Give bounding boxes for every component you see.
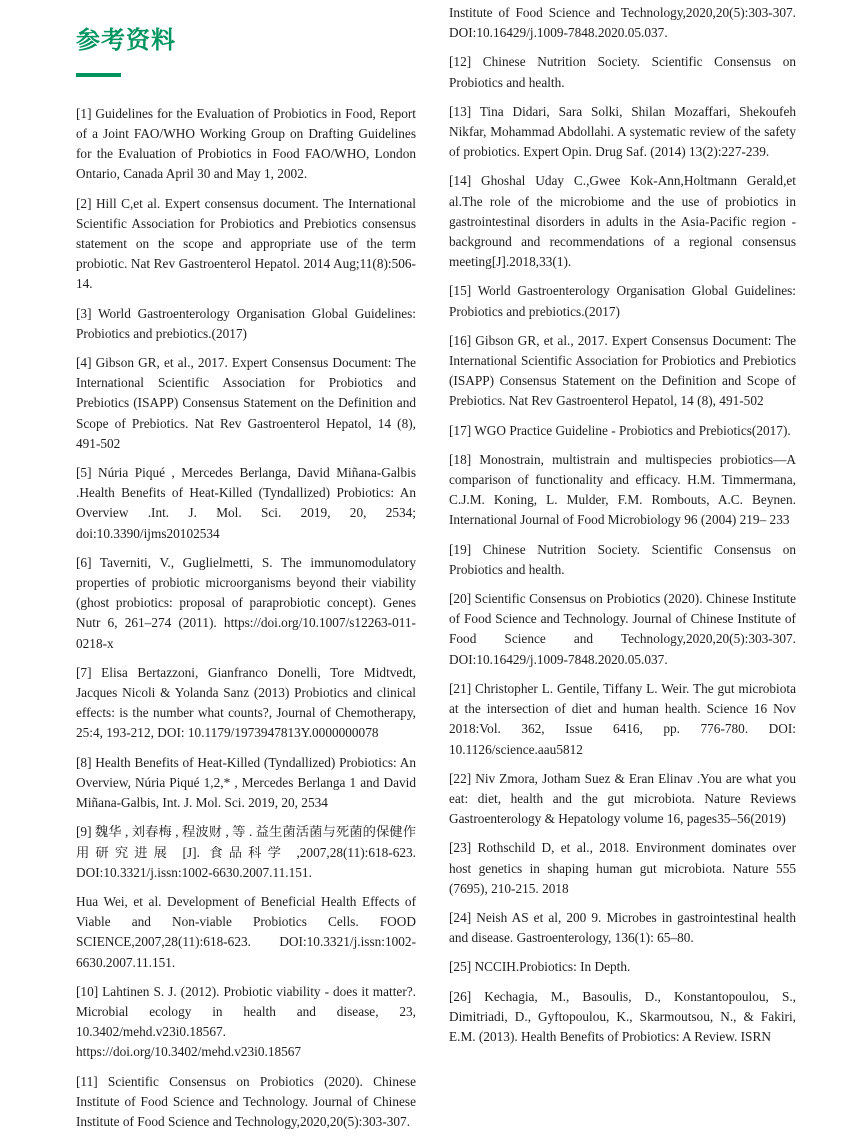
reference-11-start: [11] Scientific Consensus on Probiotics (2020). Chinese Institute of Food Science and Technology. Journal of Chinese Institute of Food Science and Technology,2020,20(5):303-307. xyxy=(76,1073,416,1129)
reference-21: [21] Christopher L. Gentile, Tiffany L. Weir. The gut microbiota at the intersection of diet and human health. Science 16 Nov 2018:Vol. 362, Issue 6416, pp. 776-780. DOI: 10.1126/science.aau5812 xyxy=(449,680,796,757)
reference-3: [3] World Gastroenterology Organisation Global Guidelines: Probiotics and prebiotics.(2017) xyxy=(76,305,416,341)
title-underline xyxy=(76,73,121,77)
reference-26: [26] Kechagia, M., Basoulis, D., Konstantopoulou, S., Dimitriadi, D., Gyftopoulou, K., Skarmoutsou, N., & Fakiri, E.M. (2013). Health Benefits of Probiotics: A Review. ISRN xyxy=(449,988,796,1044)
reference-4: [4] Gibson GR, et al., 2017. Expert Consensus Document: The International Scientific Association for Probiotics and Prebiotics (ISAPP) Consensus Statement on the Definition and Scope of Prebiotics. Nat Rev Gastroenterol Hepatol, 14 (8), 491-502 xyxy=(76,355,416,451)
reference-13: [13] Tina Didari, Sara Solki, Shilan Mozaffari, Shekoufeh Nikfar, Mohammad Abdollahi. A systematic review of the safety of probiotics. Expert Opin. Drug Saf. (2014) 13(2):227-239. xyxy=(449,103,796,160)
reference-15: [15] World Gastroenterology Organisation Global Guidelines: Probiotics and prebiotics.(2017) xyxy=(449,283,796,319)
reference-25: [25] NCCIH.Probiotics: In Depth. xyxy=(449,959,631,975)
reference-14: [14] Ghoshal Uday C.,Gwee Kok-Ann,Holtmann Gerald,et al.The role of the microbiome and the use of probiotics in gastrointestinal disorders in adults in the Asia-Pacific region - background and recommendations of a regional consensus meeting[J].2018,33(1). xyxy=(449,173,796,270)
reference-10: [10] Lahtinen S. J. (2012). Probiotic viability - does it matter?. Microbial ecology in health and disease, 23, 10.3402/mehd.v23i0.18567. https://doi.org/10.3402/mehd.v23i0.18567 xyxy=(76,983,416,1060)
reference-11-continued: Institute of Food Science and Technology,2020,20(5):303-307. DOI:10.16429/j.1009-7848.2020.05.037. xyxy=(449,5,796,41)
reference-20: [20] Scientific Consensus on Probiotics (2020). Chinese Institute of Food Science and Technology. Journal of Chinese Institute of Food Science and Technology,2020,20(5):303-307. DOI:10.16429/j.1009-7848.2020.05.037. xyxy=(449,591,796,667)
reference-1: [1] Guidelines for the Evaluation of Probiotics in Food, Report of a Joint FAO/WHO Working Group on Drafting Guidelines for the Evaluation of Probiotics in Food FAO/WHO, London Ontario, Canada April 30 and May 1, 2002. xyxy=(76,105,416,182)
reference-12: [12] Chinese Nutrition Society. Scientific Consensus on Probiotics and health. xyxy=(449,54,796,90)
section-header xyxy=(76,26,416,77)
reference-19: [19] Chinese Nutrition Society. Scientific Consensus on Probiotics and health. xyxy=(449,541,796,577)
right-column xyxy=(449,0,796,1141)
reference-6: [6] Taverniti, V., Guglielmetti, S. The immunomodulatory properties of probiotic microorganisms beyond their viability (ghost probiotics: proposal of paraprobiotic concept). Genes Nutr 6, 261–274 (2011). https://doi.org/10.1007/s12263-011-0218-x xyxy=(76,554,416,651)
reference-9: [9] 魏华 , 刘春梅 , 程波财 , 等 . 益生菌活菌与死菌的保健作用研究进展 [J]. 食品科学 ,2007,28(11):618-623. DOI:10.3321/j.issn:1002-6630.2007.11.151. xyxy=(76,824,416,880)
left-column xyxy=(76,0,416,1141)
reference-18: [18] Monostrain, multistrain and multispecies probiotics—A comparison of functionality and efficacy. H.M. Timmermana, C.J.M. Koning, L. Mulder, F.M. Rombouts, A.C. Beynen. International Journal of Food Microbiology 96 (2004) 219– 233 xyxy=(449,451,796,528)
reference-23: [23] Rothschild D, et al., 2018. Environment dominates over host genetics in shaping human gut microbiota. Nature 555 (7695), 210-215. 2018 xyxy=(449,840,796,896)
reference-8: [8] Health Benefits of Heat-Killed (Tyndallized) Probiotics: An Overview, Núria Piqué 1,2,* , Mercedes Berlanga 1 and David Miñana-Galbis, Int. J. Mol. Sci. 2019, 20, 2534 xyxy=(76,754,416,811)
reference-9-translation: Hua Wei, et al. Development of Beneficial Health Effects of Viable and Non-viable Probiotics Cells. FOOD SCIENCE,2007,28(11):618-623. DOI:10.3321/j.issn:1002-6630.2007.11.151. xyxy=(76,893,416,970)
reference-7: [7] Elisa Bertazzoni, Gianfranco Donelli, Tore Midtvedt, Jacques Nicoli & Yolanda Sanz (2013) Probiotics and clinical effects: is the number what counts?, Journal of Chemotherapy, 25:4, 193-212, DOI: 10.1179/1973947813Y.0000000078 xyxy=(76,664,416,741)
reference-24: [24] Neish AS et al, 200 9. Microbes in gastrointestinal health and disease. Gastroenterology, 136(1): 65–80. xyxy=(449,909,796,946)
reference-2: [2] Hill C,et al. Expert consensus document. The International Scientific Association for Probiotics and Prebiotics consensus statement on the scope and appropriate use of the term probiotic. Nat Rev Gastroenterol Hepatol. 2014 Aug;11(8):506-14. xyxy=(76,195,416,292)
reference-17: [17] WGO Practice Guideline - Probiotics and Prebiotics(2017). xyxy=(449,422,791,438)
reference-22: [22] Niv Zmora, Jotham Suez & Eran Elinav .You are what you eat: diet, health and the gut microbiota. Nature Reviews Gastroenterology & Hepatology volume 16, pages35–56(2019) xyxy=(449,770,796,827)
page-title: 参考资料 xyxy=(76,26,176,54)
reference-5: [5] Núria Piqué , Mercedes Berlanga, David Miñana-Galbis .Health Benefits of Heat-Killed (Tyndallized) Probiotics: An Overview .Int. J. Mol. Sci. 2019, 20, 2534; doi:10.3390/ijms20102534 xyxy=(76,465,416,541)
reference-16: [16] Gibson GR, et al., 2017. Expert Consensus Document: The International Scientific Association for Probiotics and Prebiotics (ISAPP) Consensus Statement on the Definition and Scope of Prebiotics. Nat Rev Gastroenterol Hepatol, 14 (8), 491-502 xyxy=(449,332,796,409)
